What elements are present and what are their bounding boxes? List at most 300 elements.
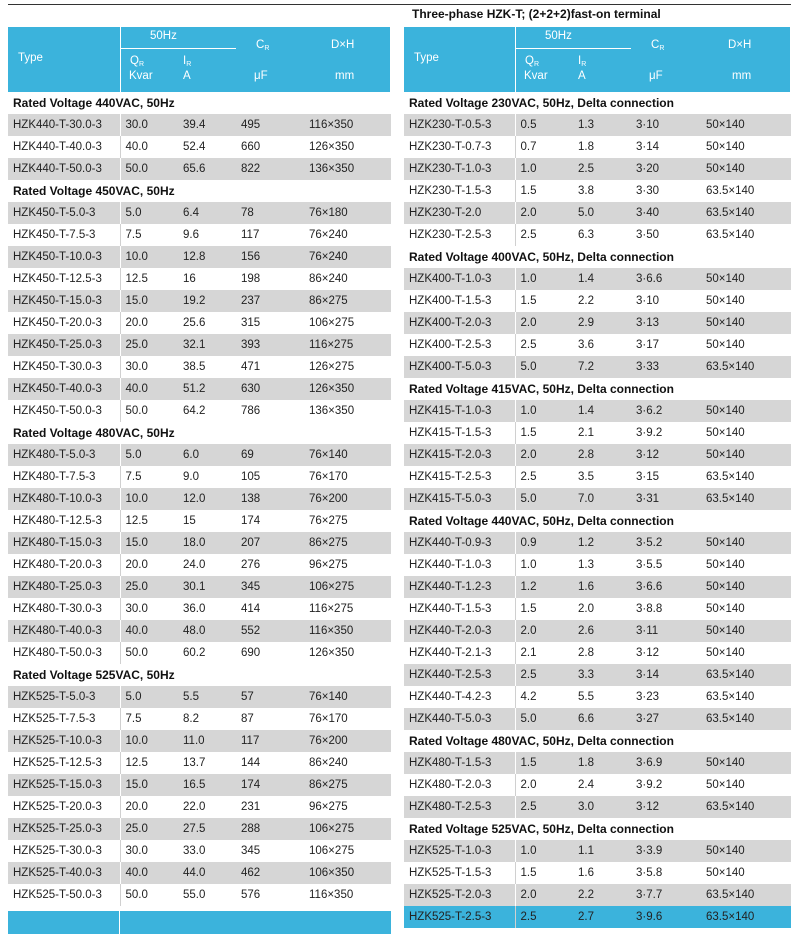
type-cell: HZK480-T-40.0-3 xyxy=(8,620,120,642)
dimension-cell: 50×140 xyxy=(701,752,791,774)
capacity-cell: 50.0 xyxy=(120,884,178,906)
table-row xyxy=(8,884,391,906)
type-cell: HZK480-T-12.5-3 xyxy=(8,510,120,532)
capacitance-cell: 3·6.6 xyxy=(631,268,701,290)
dimension-cell: 86×275 xyxy=(304,774,391,796)
c-unit: μF xyxy=(254,70,268,82)
capacitance-cell: 3·20 xyxy=(631,158,701,180)
type-cell: HZK525-T-25.0-3 xyxy=(8,818,120,840)
capacity-cell: 1.5 xyxy=(515,290,573,312)
type-cell: HZK480-T-1.5-3 xyxy=(404,752,515,774)
type-cell: HZK450-T-20.0-3 xyxy=(8,312,120,334)
current-cell: 15 xyxy=(178,510,236,532)
capacitance-cell: 3·50 xyxy=(631,224,701,246)
dimension-cell: 76×170 xyxy=(304,466,391,488)
table-row xyxy=(404,224,791,246)
dimension-cell: 50×140 xyxy=(701,532,791,554)
capacity-cell: 5.0 xyxy=(120,444,178,466)
current-cell: 2.4 xyxy=(573,774,631,796)
current-cell: 9.6 xyxy=(178,224,236,246)
table-row xyxy=(404,290,791,312)
current-cell: 1.3 xyxy=(573,554,631,576)
table-row xyxy=(404,268,791,290)
section-header xyxy=(404,818,791,840)
capacity-cell: 1.5 xyxy=(515,422,573,444)
current-cell: 1.4 xyxy=(573,400,631,422)
dimension-cell: 116×350 xyxy=(304,884,391,906)
table-row xyxy=(404,466,791,488)
q-header: $Q_R$ xyxy=(525,55,540,68)
capacity-cell: 30.0 xyxy=(120,598,178,620)
capacitance-cell: 3·10 xyxy=(631,290,701,312)
current-cell: 8.2 xyxy=(178,708,236,730)
capacity-cell: 2.5 xyxy=(515,906,573,928)
current-cell: 22.0 xyxy=(178,796,236,818)
capacity-cell: 7.5 xyxy=(120,466,178,488)
table-row xyxy=(8,356,391,378)
capacitance-cell: 288 xyxy=(236,818,304,840)
capacitance-cell: 174 xyxy=(236,510,304,532)
capacitance-cell: 3·23 xyxy=(631,686,701,708)
current-cell: 5.5 xyxy=(178,686,236,708)
table-row xyxy=(404,114,791,136)
table-row xyxy=(404,158,791,180)
current-cell: 12.0 xyxy=(178,488,236,510)
table-row xyxy=(8,334,391,356)
capacitance-cell: 462 xyxy=(236,862,304,884)
current-cell: 24.0 xyxy=(178,554,236,576)
dimension-cell: 86×275 xyxy=(304,290,391,312)
dimension-cell: 126×350 xyxy=(304,378,391,400)
dimension-cell: 86×275 xyxy=(304,532,391,554)
type-cell: HZK440-T-2.1-3 xyxy=(404,642,515,664)
table-header xyxy=(404,27,791,92)
capacitance-cell: 3·13 xyxy=(631,312,701,334)
type-cell: HZK525-T-7.5-3 xyxy=(8,708,120,730)
type-cell: HZK450-T-12.5-3 xyxy=(8,268,120,290)
frequency-header: 50Hz xyxy=(545,30,572,42)
capacitance-cell: 3·15 xyxy=(631,466,701,488)
section-title: Rated Voltage 480VAC, 50Hz xyxy=(8,422,391,444)
capacity-cell: 10.0 xyxy=(120,246,178,268)
current-cell: 33.0 xyxy=(178,840,236,862)
dimension-cell: 63.5×140 xyxy=(701,488,791,510)
table-row xyxy=(404,862,791,884)
table-row xyxy=(404,774,791,796)
capacitance-cell: 3·14 xyxy=(631,664,701,686)
capacitance-cell: 3·11 xyxy=(631,620,701,642)
type-cell: HZK400-T-1.0-3 xyxy=(404,268,515,290)
dimension-cell: 86×240 xyxy=(304,752,391,774)
dimension-cell: 50×140 xyxy=(701,598,791,620)
type-cell: HZK525-T-20.0-3 xyxy=(8,796,120,818)
type-cell: HZK440-T-1.2-3 xyxy=(404,576,515,598)
type-cell: HZK525-T-1.0-3 xyxy=(404,840,515,862)
top-rule xyxy=(8,4,791,5)
type-cell: HZK230-T-0.7-3 xyxy=(404,136,515,158)
dimension-cell: 63.5×140 xyxy=(701,224,791,246)
right-spec-table xyxy=(404,27,791,928)
capacity-cell: 40.0 xyxy=(120,620,178,642)
capacitance-cell: 471 xyxy=(236,356,304,378)
capacity-cell: 2.0 xyxy=(515,620,573,642)
dimension-cell: 50×140 xyxy=(701,400,791,422)
type-cell: HZK450-T-40.0-3 xyxy=(8,378,120,400)
section-header xyxy=(404,92,791,114)
capacity-cell: 10.0 xyxy=(120,730,178,752)
type-cell: HZK480-T-50.0-3 xyxy=(8,642,120,664)
table-row xyxy=(8,136,391,158)
type-cell: HZK480-T-20.0-3 xyxy=(8,554,120,576)
type-cell: HZK400-T-2.5-3 xyxy=(404,334,515,356)
type-cell: HZK440-T-40.0-3 xyxy=(8,136,120,158)
dimension-cell: 50×140 xyxy=(701,158,791,180)
current-cell: 2.8 xyxy=(573,642,631,664)
current-cell: 25.6 xyxy=(178,312,236,334)
dimension-cell: 76×200 xyxy=(304,488,391,510)
capacity-cell: 2.0 xyxy=(515,202,573,224)
capacitance-cell: 207 xyxy=(236,532,304,554)
capacitance-cell: 57 xyxy=(236,686,304,708)
section-header xyxy=(8,92,391,114)
dimension-cell: 96×275 xyxy=(304,796,391,818)
left-table-footer-bar xyxy=(8,911,391,934)
capacitance-cell: 3·6.9 xyxy=(631,752,701,774)
capacitance-cell: 630 xyxy=(236,378,304,400)
dimension-cell: 136×350 xyxy=(304,400,391,422)
capacity-cell: 2.0 xyxy=(515,884,573,906)
table-row xyxy=(8,554,391,576)
capacitance-cell: 69 xyxy=(236,444,304,466)
table-row xyxy=(8,488,391,510)
section-header xyxy=(404,378,791,400)
capacitance-cell: 87 xyxy=(236,708,304,730)
dimension-cell: 63.5×140 xyxy=(701,686,791,708)
dimension-cell: 63.5×140 xyxy=(701,466,791,488)
dimension-cell: 50×140 xyxy=(701,862,791,884)
current-cell: 65.6 xyxy=(178,158,236,180)
capacitance-cell: 3·3.9 xyxy=(631,840,701,862)
type-cell: HZK450-T-50.0-3 xyxy=(8,400,120,422)
type-cell: HZK400-T-5.0-3 xyxy=(404,356,515,378)
dimension-cell: 136×350 xyxy=(304,158,391,180)
current-cell: 1.3 xyxy=(573,114,631,136)
type-cell: HZK440-T-30.0-3 xyxy=(8,114,120,136)
current-cell: 27.5 xyxy=(178,818,236,840)
current-cell: 32.1 xyxy=(178,334,236,356)
table-row xyxy=(8,224,391,246)
capacity-cell: 2.0 xyxy=(515,444,573,466)
dimension-cell: 63.5×140 xyxy=(701,202,791,224)
capacity-cell: 25.0 xyxy=(120,576,178,598)
table-row xyxy=(8,576,391,598)
table-row xyxy=(8,840,391,862)
table-row xyxy=(8,752,391,774)
current-cell: 16.5 xyxy=(178,774,236,796)
dimension-cell: 106×275 xyxy=(304,840,391,862)
current-cell: 16 xyxy=(178,268,236,290)
table-row xyxy=(8,268,391,290)
current-cell: 2.1 xyxy=(573,422,631,444)
capacity-cell: 25.0 xyxy=(120,818,178,840)
dh-unit: mm xyxy=(732,70,752,82)
capacity-cell: 4.2 xyxy=(515,686,573,708)
capacity-cell: 40.0 xyxy=(120,136,178,158)
type-cell: HZK480-T-5.0-3 xyxy=(8,444,120,466)
section-title: Rated Voltage 415VAC, 50Hz, Delta connection xyxy=(404,378,791,400)
current-cell: 3.3 xyxy=(573,664,631,686)
dimension-cell: 63.5×140 xyxy=(701,884,791,906)
type-cell: HZK525-T-10.0-3 xyxy=(8,730,120,752)
table-row xyxy=(8,598,391,620)
capacitance-cell: 3·27 xyxy=(631,708,701,730)
table-row xyxy=(8,202,391,224)
table-row xyxy=(404,708,791,730)
capacity-cell: 5.0 xyxy=(515,708,573,730)
type-cell: HZK415-T-2.0-3 xyxy=(404,444,515,466)
capacitance-cell: 117 xyxy=(236,224,304,246)
q-unit: Kvar xyxy=(129,70,153,82)
current-cell: 51.2 xyxy=(178,378,236,400)
capacitance-cell: 3·30 xyxy=(631,180,701,202)
current-cell: 13.7 xyxy=(178,752,236,774)
capacitance-cell: 198 xyxy=(236,268,304,290)
capacitance-cell: 3·12 xyxy=(631,444,701,466)
table-row xyxy=(8,686,391,708)
capacity-cell: 2.5 xyxy=(515,796,573,818)
dimension-cell: 63.5×140 xyxy=(701,180,791,202)
section-title: Rated Voltage 480VAC, 50Hz, Delta connection xyxy=(404,730,791,752)
capacity-cell: 2.1 xyxy=(515,642,573,664)
section-title: Rated Voltage 230VAC, 50Hz, Delta connection xyxy=(404,92,791,114)
section-title: Rated Voltage 450VAC, 50Hz xyxy=(8,180,391,202)
capacitance-cell: 786 xyxy=(236,400,304,422)
type-cell: HZK440-T-0.9-3 xyxy=(404,532,515,554)
capacity-cell: 2.5 xyxy=(515,664,573,686)
table-row xyxy=(404,884,791,906)
dimension-cell: 96×275 xyxy=(304,554,391,576)
dimension-cell: 76×200 xyxy=(304,730,391,752)
capacity-cell: 1.2 xyxy=(515,576,573,598)
capacity-cell: 2.0 xyxy=(515,312,573,334)
table-row xyxy=(404,532,791,554)
type-cell: HZK230-T-2.0 xyxy=(404,202,515,224)
current-cell: 36.0 xyxy=(178,598,236,620)
type-cell: HZK450-T-5.0-3 xyxy=(8,202,120,224)
capacity-cell: 2.5 xyxy=(515,466,573,488)
current-cell: 6.0 xyxy=(178,444,236,466)
dimension-cell: 76×275 xyxy=(304,510,391,532)
current-cell: 19.2 xyxy=(178,290,236,312)
type-cell: HZK400-T-2.0-3 xyxy=(404,312,515,334)
dimension-cell: 76×240 xyxy=(304,224,391,246)
capacity-cell: 25.0 xyxy=(120,334,178,356)
current-cell: 3.5 xyxy=(573,466,631,488)
type-cell: HZK450-T-30.0-3 xyxy=(8,356,120,378)
dimension-cell: 116×275 xyxy=(304,334,391,356)
c-header: $C_R$ xyxy=(256,39,270,52)
dimension-cell: 76×180 xyxy=(304,202,391,224)
table-row xyxy=(404,422,791,444)
capacitance-cell: 3·14 xyxy=(631,136,701,158)
capacitance-cell: 138 xyxy=(236,488,304,510)
type-cell: HZK440-T-5.0-3 xyxy=(404,708,515,730)
dimension-cell: 126×275 xyxy=(304,356,391,378)
current-cell: 3.8 xyxy=(573,180,631,202)
capacity-cell: 0.9 xyxy=(515,532,573,554)
table-row xyxy=(8,818,391,840)
dimension-cell: 76×140 xyxy=(304,444,391,466)
current-cell: 2.7 xyxy=(573,906,631,928)
section-header xyxy=(8,664,391,686)
current-cell: 1.6 xyxy=(573,576,631,598)
section-title: Rated Voltage 440VAC, 50Hz xyxy=(8,92,391,114)
table-row xyxy=(404,400,791,422)
dimension-cell: 63.5×140 xyxy=(701,906,791,928)
current-cell: 1.8 xyxy=(573,136,631,158)
current-cell: 2.9 xyxy=(573,312,631,334)
current-cell: 3.0 xyxy=(573,796,631,818)
type-cell: HZK440-T-50.0-3 xyxy=(8,158,120,180)
type-cell: HZK525-T-12.5-3 xyxy=(8,752,120,774)
table-row xyxy=(8,158,391,180)
section-title: Rated Voltage 440VAC, 50Hz, Delta connection xyxy=(404,510,791,532)
type-cell: HZK440-T-1.5-3 xyxy=(404,598,515,620)
capacity-cell: 50.0 xyxy=(120,400,178,422)
c-unit: μF xyxy=(649,70,663,82)
dimension-cell: 50×140 xyxy=(701,642,791,664)
capacitance-cell: 3·8.8 xyxy=(631,598,701,620)
dimension-cell: 50×140 xyxy=(701,444,791,466)
current-cell: 5.0 xyxy=(573,202,631,224)
type-cell: HZK450-T-15.0-3 xyxy=(8,290,120,312)
type-cell: HZK230-T-1.5-3 xyxy=(404,180,515,202)
current-cell: 11.0 xyxy=(178,730,236,752)
capacity-cell: 40.0 xyxy=(120,378,178,400)
table-row xyxy=(8,466,391,488)
dh-unit: mm xyxy=(335,70,355,82)
capacity-cell: 1.0 xyxy=(515,554,573,576)
capacity-cell: 1.0 xyxy=(515,400,573,422)
capacitance-cell: 576 xyxy=(236,884,304,906)
dimension-cell: 50×140 xyxy=(701,114,791,136)
type-cell: HZK440-T-4.2-3 xyxy=(404,686,515,708)
capacity-cell: 40.0 xyxy=(120,862,178,884)
current-cell: 18.0 xyxy=(178,532,236,554)
current-cell: 55.0 xyxy=(178,884,236,906)
current-cell: 64.2 xyxy=(178,400,236,422)
type-cell: HZK415-T-2.5-3 xyxy=(404,466,515,488)
current-cell: 2.2 xyxy=(573,884,631,906)
type-cell: HZK415-T-1.5-3 xyxy=(404,422,515,444)
capacity-cell: 12.5 xyxy=(120,510,178,532)
dimension-cell: 116×275 xyxy=(304,598,391,620)
capacity-cell: 2.5 xyxy=(515,224,573,246)
type-cell: HZK440-T-2.5-3 xyxy=(404,664,515,686)
table-row xyxy=(404,906,791,928)
q-unit: Kvar xyxy=(524,70,548,82)
type-cell: HZK440-T-1.0-3 xyxy=(404,554,515,576)
dimension-cell: 63.5×140 xyxy=(701,796,791,818)
capacitance-cell: 822 xyxy=(236,158,304,180)
type-cell: HZK230-T-1.0-3 xyxy=(404,158,515,180)
c-header: $C_R$ xyxy=(651,39,665,52)
current-cell: 2.6 xyxy=(573,620,631,642)
capacitance-cell: 345 xyxy=(236,840,304,862)
section-title: Rated Voltage 400VAC, 50Hz, Delta connection xyxy=(404,246,791,268)
capacity-cell: 0.5 xyxy=(515,114,573,136)
section-header xyxy=(8,180,391,202)
table-row xyxy=(404,796,791,818)
capacitance-cell: 3·12 xyxy=(631,642,701,664)
capacitance-cell: 3·7.7 xyxy=(631,884,701,906)
current-cell: 38.5 xyxy=(178,356,236,378)
type-cell: HZK525-T-30.0-3 xyxy=(8,840,120,862)
current-cell: 7.2 xyxy=(573,356,631,378)
type-cell: HZK525-T-2.0-3 xyxy=(404,884,515,906)
type-cell: HZK525-T-5.0-3 xyxy=(8,686,120,708)
capacitance-cell: 393 xyxy=(236,334,304,356)
dimension-cell: 50×140 xyxy=(701,312,791,334)
table-row xyxy=(8,510,391,532)
dimension-cell: 63.5×140 xyxy=(701,664,791,686)
current-cell: 5.5 xyxy=(573,686,631,708)
dimension-cell: 50×140 xyxy=(701,554,791,576)
capacity-cell: 10.0 xyxy=(120,488,178,510)
capacitance-cell: 156 xyxy=(236,246,304,268)
capacity-cell: 2.5 xyxy=(515,334,573,356)
capacitance-cell: 3·5.8 xyxy=(631,862,701,884)
capacity-cell: 7.5 xyxy=(120,708,178,730)
type-header: Type xyxy=(414,52,439,64)
capacitance-cell: 690 xyxy=(236,642,304,664)
table-row xyxy=(404,620,791,642)
capacitance-cell: 3·10 xyxy=(631,114,701,136)
table-row xyxy=(8,444,391,466)
current-cell: 44.0 xyxy=(178,862,236,884)
dimension-cell: 76×140 xyxy=(304,686,391,708)
dimension-cell: 116×350 xyxy=(304,114,391,136)
capacity-cell: 2.0 xyxy=(515,774,573,796)
dimension-cell: 50×140 xyxy=(701,290,791,312)
type-cell: HZK450-T-10.0-3 xyxy=(8,246,120,268)
dimension-cell: 116×350 xyxy=(304,620,391,642)
capacitance-cell: 345 xyxy=(236,576,304,598)
capacitance-cell: 237 xyxy=(236,290,304,312)
table-row xyxy=(8,532,391,554)
capacitance-cell: 3·9.6 xyxy=(631,906,701,928)
type-cell: HZK525-T-50.0-3 xyxy=(8,884,120,906)
type-cell: HZK450-T-7.5-3 xyxy=(8,224,120,246)
type-cell: HZK480-T-7.5-3 xyxy=(8,466,120,488)
capacity-cell: 20.0 xyxy=(120,796,178,818)
current-cell: 2.0 xyxy=(573,598,631,620)
capacity-cell: 7.5 xyxy=(120,224,178,246)
dimension-cell: 50×140 xyxy=(701,620,791,642)
capacity-cell: 12.5 xyxy=(120,268,178,290)
table-row xyxy=(404,840,791,862)
current-cell: 6.4 xyxy=(178,202,236,224)
table-row xyxy=(404,202,791,224)
current-cell: 60.2 xyxy=(178,642,236,664)
capacity-cell: 50.0 xyxy=(120,158,178,180)
capacitance-cell: 3·5.2 xyxy=(631,532,701,554)
capacitance-cell: 231 xyxy=(236,796,304,818)
capacity-cell: 30.0 xyxy=(120,356,178,378)
section-header xyxy=(8,422,391,444)
table-header xyxy=(8,27,391,92)
current-cell: 2.5 xyxy=(573,158,631,180)
